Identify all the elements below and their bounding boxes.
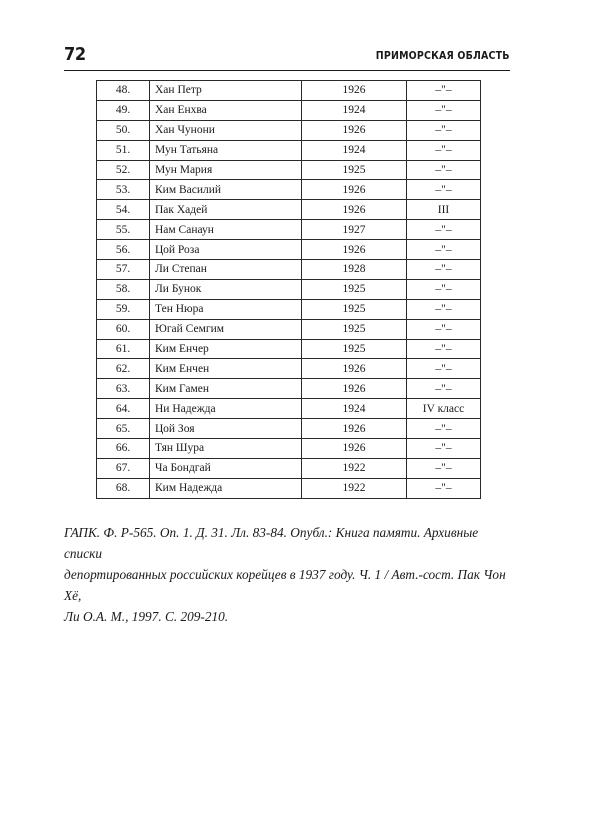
- birth-year: 1924: [302, 100, 407, 120]
- table-body: [97, 81, 481, 499]
- birth-year: 1927: [302, 220, 407, 240]
- person-name: Пак Хадей: [150, 200, 302, 220]
- note-cell: –"–: [407, 319, 481, 339]
- birth-year: 1922: [302, 478, 407, 498]
- birth-year: 1925: [302, 339, 407, 359]
- note-cell: –"–: [407, 478, 481, 498]
- note-cell: –"–: [407, 220, 481, 240]
- row-number: 50.: [97, 120, 150, 140]
- birth-year: 1924: [302, 140, 407, 160]
- note-cell: –"–: [407, 240, 481, 260]
- row-number: 59.: [97, 299, 150, 319]
- person-name: Мун Мария: [150, 160, 302, 180]
- person-name: Ни Надежда: [150, 399, 302, 419]
- person-name: Ким Гамен: [150, 379, 302, 399]
- row-number: 66.: [97, 439, 150, 459]
- birth-year: 1926: [302, 200, 407, 220]
- page-header: [64, 44, 510, 71]
- birth-year: 1922: [302, 458, 407, 478]
- birth-year: 1925: [302, 299, 407, 319]
- source-line: ГАПК. Ф. Р-565. Оп. 1. Д. 31. Лл. 83-84. Опубл.: Книга памяти. Архивные списки: [64, 525, 479, 561]
- note-cell: –"–: [407, 339, 481, 359]
- row-number: 54.: [97, 200, 150, 220]
- birth-year: 1928: [302, 260, 407, 280]
- table-row: [97, 200, 481, 220]
- table-row: [97, 220, 481, 240]
- row-number: 53.: [97, 180, 150, 200]
- table-row: [97, 260, 481, 280]
- birth-year: 1926: [302, 120, 407, 140]
- note-cell: –"–: [407, 81, 481, 101]
- person-name: Хан Петр: [150, 81, 302, 101]
- table-row: [97, 478, 481, 498]
- person-name: Тен Нюра: [150, 299, 302, 319]
- person-name: Ким Енчер: [150, 339, 302, 359]
- person-name: Мун Татьяна: [150, 140, 302, 160]
- row-number: 52.: [97, 160, 150, 180]
- person-name: Хан Чунони: [150, 120, 302, 140]
- note-cell: –"–: [407, 140, 481, 160]
- table-row: [97, 81, 481, 101]
- row-number: 67.: [97, 458, 150, 478]
- note-cell: –"–: [407, 260, 481, 280]
- person-name: Ча Бондгай: [150, 458, 302, 478]
- person-name: Ким Надежда: [150, 478, 302, 498]
- table-row: [97, 279, 481, 299]
- person-name: Югай Семгим: [150, 319, 302, 339]
- table-row: [97, 120, 481, 140]
- person-name: Цой Зоя: [150, 419, 302, 439]
- table-row: [97, 160, 481, 180]
- page-number: 72: [64, 44, 86, 65]
- row-number: 68.: [97, 478, 150, 498]
- running-title: ПРИМОРСКАЯ ОБЛАСТЬ: [376, 49, 510, 62]
- table-row: [97, 439, 481, 459]
- table-row: [97, 419, 481, 439]
- table-row: [97, 339, 481, 359]
- row-number: 55.: [97, 220, 150, 240]
- birth-year: 1926: [302, 180, 407, 200]
- person-name: Ли Бунок: [150, 279, 302, 299]
- note-cell: –"–: [407, 379, 481, 399]
- note-cell: –"–: [407, 180, 481, 200]
- person-name: Ким Енчен: [150, 359, 302, 379]
- row-number: 60.: [97, 319, 150, 339]
- table-row: [97, 399, 481, 419]
- note-cell: –"–: [407, 359, 481, 379]
- row-number: 58.: [97, 279, 150, 299]
- note-cell: –"–: [407, 439, 481, 459]
- birth-year: 1925: [302, 319, 407, 339]
- row-number: 49.: [97, 100, 150, 120]
- row-number: 65.: [97, 419, 150, 439]
- person-name: Тян Шура: [150, 439, 302, 459]
- table-row: [97, 458, 481, 478]
- birth-year: 1924: [302, 399, 407, 419]
- birth-year: 1925: [302, 279, 407, 299]
- person-name: Цой Роза: [150, 240, 302, 260]
- person-name: Нам Санаун: [150, 220, 302, 240]
- table-row: [97, 180, 481, 200]
- birth-year: 1926: [302, 419, 407, 439]
- person-name: Ким Василий: [150, 180, 302, 200]
- row-number: 63.: [97, 379, 150, 399]
- birth-year: 1925: [302, 160, 407, 180]
- row-number: 57.: [97, 260, 150, 280]
- birth-year: 1926: [302, 240, 407, 260]
- note-cell: –"–: [407, 279, 481, 299]
- note-cell: –"–: [407, 160, 481, 180]
- birth-year: 1926: [302, 439, 407, 459]
- deportation-list-table: [96, 80, 481, 499]
- table-row: [97, 140, 481, 160]
- table-row: [97, 240, 481, 260]
- row-number: 64.: [97, 399, 150, 419]
- row-number: 56.: [97, 240, 150, 260]
- source-citation: [64, 522, 514, 627]
- note-cell: –"–: [407, 419, 481, 439]
- table-row: [97, 299, 481, 319]
- table-row: [97, 100, 481, 120]
- row-number: 48.: [97, 81, 150, 101]
- person-name: Хан Енхва: [150, 100, 302, 120]
- birth-year: 1926: [302, 379, 407, 399]
- table-row: [97, 359, 481, 379]
- person-name: Ли Степан: [150, 260, 302, 280]
- table-row: [97, 379, 481, 399]
- note-cell: IV класс: [407, 399, 481, 419]
- row-number: 51.: [97, 140, 150, 160]
- note-cell: –"–: [407, 100, 481, 120]
- birth-year: 1926: [302, 81, 407, 101]
- row-number: 62.: [97, 359, 150, 379]
- note-cell: –"–: [407, 299, 481, 319]
- source-line: депортированных российских корейцев в 1937 году. Ч. 1 / Авт.-сост. Пак Чон Хё,: [64, 567, 506, 603]
- note-cell: –"–: [407, 458, 481, 478]
- birth-year: 1926: [302, 359, 407, 379]
- table-row: [97, 319, 481, 339]
- source-line: Ли О.А. М., 1997. С. 209-210.: [64, 609, 229, 624]
- note-cell: –"–: [407, 120, 481, 140]
- note-cell: III: [407, 200, 481, 220]
- row-number: 61.: [97, 339, 150, 359]
